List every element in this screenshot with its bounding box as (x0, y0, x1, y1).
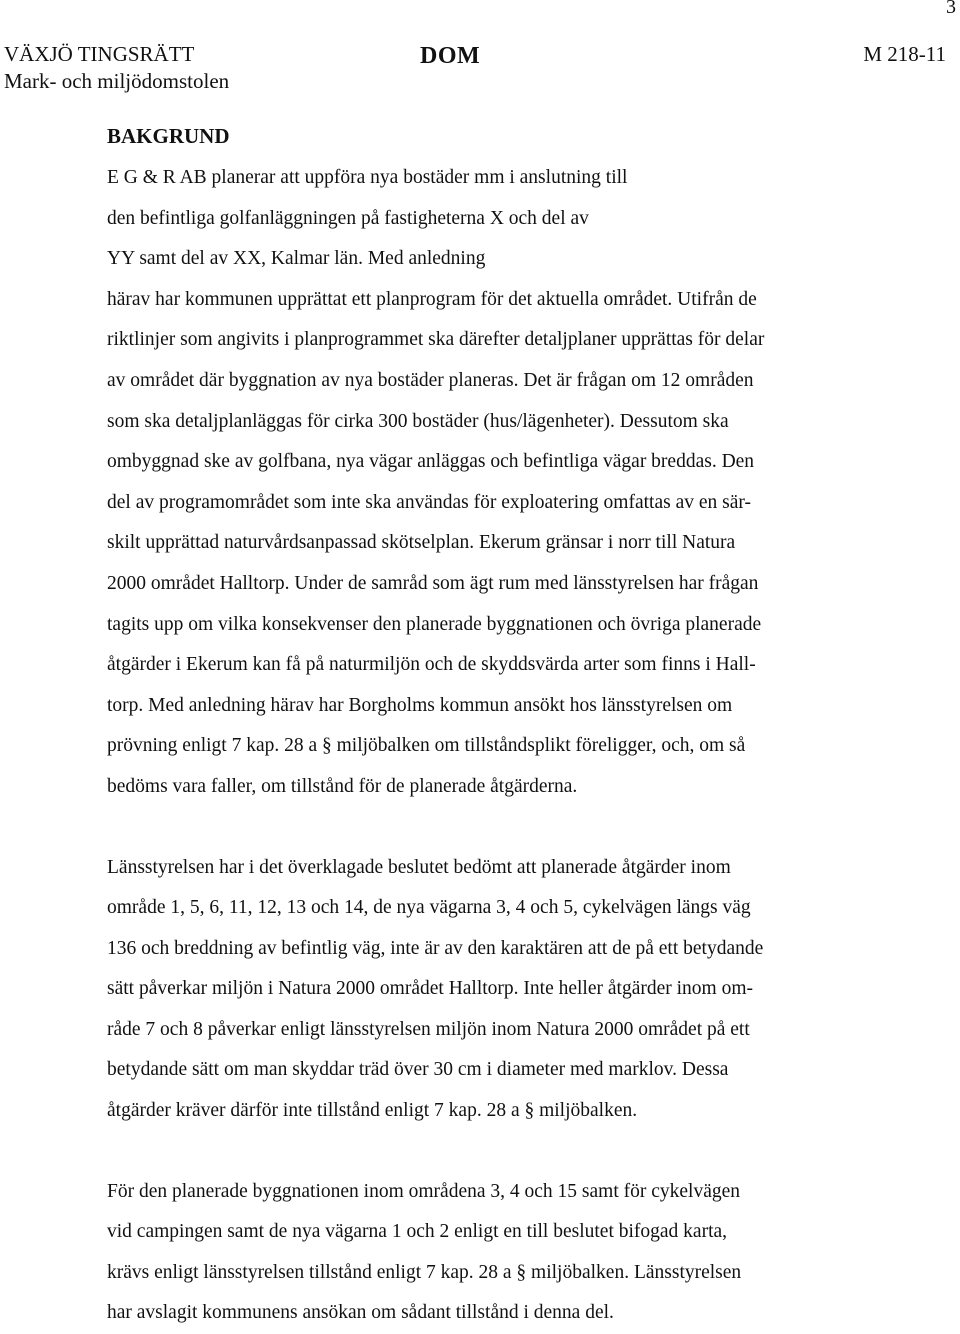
text-line: åtgärder kräver därför inte tillstånd enligt 7 kap. 28 a § miljöbalken. (107, 1100, 638, 1122)
text-line: av området där byggnation av nya bostäder planeras. Det är frågan om 12 områden (107, 369, 754, 391)
text-line: del av programområdet som inte ska användas för exploatering omfattas av en sär- (107, 491, 751, 513)
case-number: M 218-11 (863, 42, 946, 66)
text-line: betydande sätt om man skyddar träd över 30 cm i diameter med marklov. Dessa (107, 1059, 729, 1081)
text-line: skilt upprättad naturvårdsanpassad skötselplan. Ekerum gränsar i norr till Natura (107, 532, 736, 554)
text-line: tagits upp om vilka konsekvenser den planerade byggnationen och övriga planerade (107, 613, 762, 635)
text-line: vid campingen samt de nya vägarna 1 och 2 enligt en till beslutet bifogad karta, (107, 1221, 728, 1243)
paragraph-decision (107, 848, 897, 1132)
document-body (107, 122, 897, 1334)
text-line: ombyggnad ske av golfbana, nya vägar anläggas och befintliga vägar breddas. Den (107, 451, 755, 473)
text-line: Länsstyrelsen har i det överklagade beslutet bedömt att planerade åtgärder inom (107, 856, 731, 878)
text-line: råde 7 och 8 påverkar enligt länsstyrelsen miljön inom Natura 2000 området på ett (107, 1018, 750, 1040)
text-line: 2000 området Halltorp. Under de samråd som ägt rum med länsstyrelsen har frågan (107, 572, 759, 594)
text-line: E G & R AB planerar att uppföra nya bostäder mm i anslutning till (107, 167, 628, 188)
paragraph-background (107, 158, 897, 808)
text-line: den befintliga golfanläggningen på fastigheterna X och del av (107, 207, 589, 229)
text-line: prövning enligt 7 kap. 28 a § miljöbalken om tillståndsplikt föreligger, och, om så (107, 735, 746, 757)
text-line: torp. Med anledning härav har Borgholms kommun ansökt hos länsstyrelsen om (107, 694, 733, 716)
document-type: DOM (420, 43, 481, 69)
section-heading: BAKGRUND (107, 124, 230, 148)
text-line: som ska detaljplanläggas för cirka 300 bostäder (hus/lägenheter). Dessutom ska (107, 410, 729, 432)
text-line: sätt påverkar miljön i Natura 2000 området Halltorp. Inte heller åtgärder inom om- (107, 978, 753, 1000)
text-line: härav har kommunen upprättat ett planprogram för det aktuella området. Utifrån de (107, 288, 757, 310)
text-line: område 1, 5, 6, 11, 12, 13 och 14, de nya vägarna 3, 4 och 5, cykelvägen längs väg (107, 897, 751, 919)
text-line: 136 och breddning av befintlig väg, inte är av den karaktären att de på ett betydande (107, 937, 764, 959)
court-name: VÄXJÖ TINGSRÄTT (4, 42, 195, 66)
text-line: YY samt del av XX, Kalmar län. Med anledning (107, 248, 486, 270)
text-line: bedöms vara faller, om tillstånd för de planerade åtgärderna. (107, 775, 578, 797)
text-line: För den planerade byggnationen inom områdena 3, 4 och 15 samt för cykelvägen (107, 1180, 741, 1202)
text-line: krävs enligt länsstyrelsen tillstånd enligt 7 kap. 28 a § miljöbalken. Länsstyrelsen (107, 1261, 742, 1283)
page-number: 3 (946, 0, 956, 18)
text-line: riktlinjer som angivits i planprogrammet ska därefter detaljplaner upprättas för delar (107, 329, 765, 351)
text-line: åtgärder i Ekerum kan få på naturmiljön och de skyddsvärda arter som finns i Hall- (107, 654, 756, 676)
court-division: Mark- och miljödomstolen (4, 69, 230, 93)
paragraph-permit (107, 1172, 897, 1334)
text-line: har avslagit kommunens ansökan om sådant tillstånd i denna del. (107, 1302, 614, 1324)
